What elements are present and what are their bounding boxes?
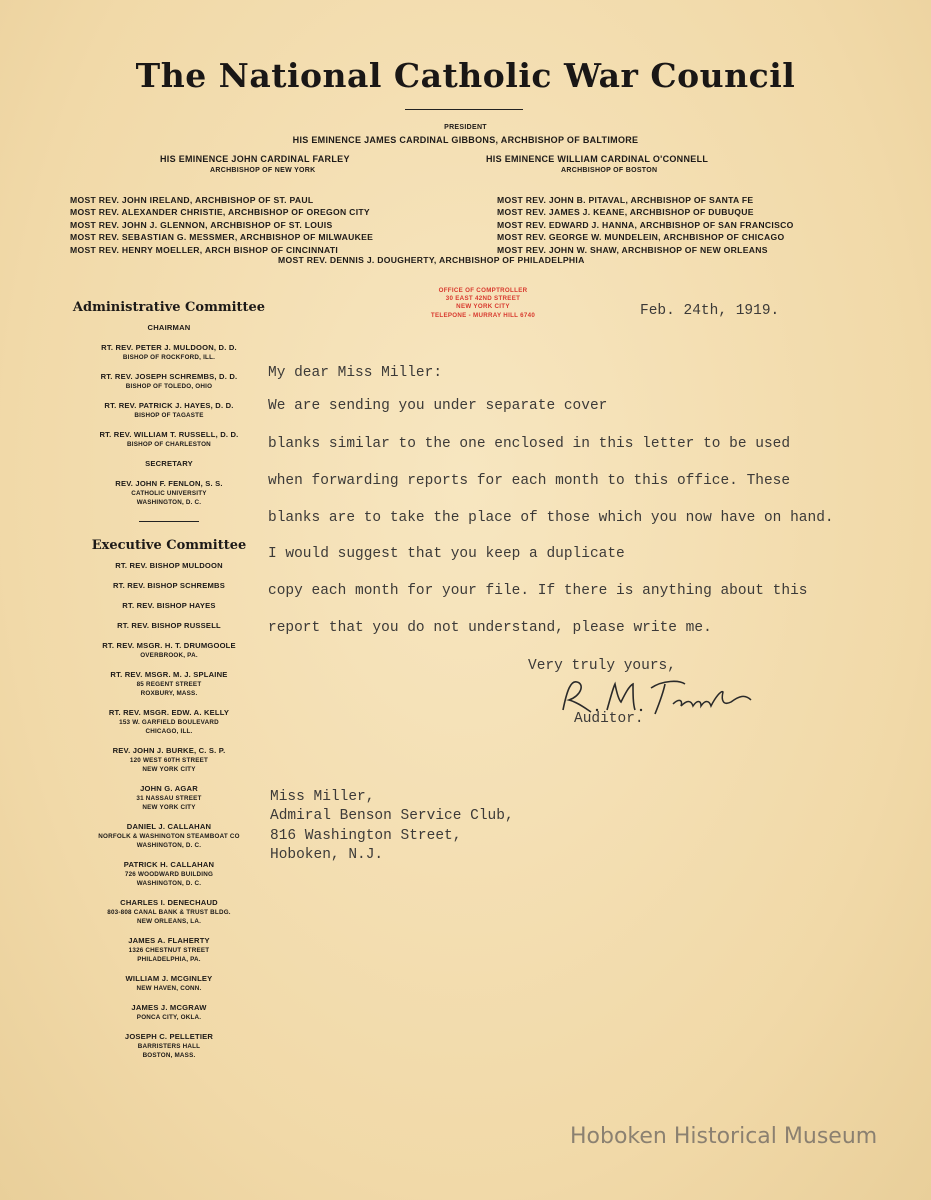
member-name: CHAIRMAN xyxy=(147,323,191,332)
member-detail: 1326 CHESTNUT STREET xyxy=(128,947,210,954)
administrative-committee-heading: Administrative Committee xyxy=(72,300,266,315)
address-line: Hoboken, N.J. xyxy=(270,846,384,863)
member-detail: 120 WEST 60TH STREET xyxy=(129,757,209,764)
member-name: REV. JOHN J. BURKE, C. S. P. xyxy=(112,746,226,755)
committee-member xyxy=(58,974,280,993)
committee-member xyxy=(58,561,280,571)
member-detail: OVERBROOK, PA. xyxy=(140,652,198,659)
member-detail: PHILADELPHIA, PA. xyxy=(137,956,201,963)
member-name: RT. REV. JOSEPH SCHREMBS, D. D. xyxy=(100,372,238,381)
member-detail: 803-808 CANAL BANK & TRUST BLDG. xyxy=(107,909,231,916)
member-name: RT. REV. WILLIAM T. RUSSELL, D. D. xyxy=(99,430,239,439)
committee-member xyxy=(58,323,280,333)
member-detail: BISHOP OF TAGASTE xyxy=(134,412,204,419)
administrative-committee-list xyxy=(58,323,280,507)
comptroller-line: NEW YORK CITY xyxy=(456,303,510,311)
member-detail: 85 REGENT STREET xyxy=(136,681,202,688)
member-detail: NEW HAVEN, CONN. xyxy=(136,985,202,992)
member-detail: BOSTON, MASS. xyxy=(142,1052,196,1059)
committee-member xyxy=(58,372,280,391)
member-name: RT. REV. PATRICK J. HAYES, D. D. xyxy=(104,401,234,410)
committee-member xyxy=(58,621,280,631)
committee-member xyxy=(58,479,280,507)
committee-member xyxy=(58,1003,280,1022)
archbishops-left-list xyxy=(70,194,373,256)
member-detail: NORFOLK & WASHINGTON STEAMBOAT CO xyxy=(98,833,240,840)
president-label: PRESIDENT xyxy=(444,124,487,131)
committee-member xyxy=(58,746,280,774)
comptroller-line: OFFICE OF COMPTROLLER xyxy=(438,287,528,294)
member-name: WILLIAM J. MCGINLEY xyxy=(125,974,213,983)
museum-watermark: Hoboken Historical Museum xyxy=(570,1124,878,1149)
member-name: JOSEPH C. PELLETIER xyxy=(124,1032,214,1041)
committee-member xyxy=(58,641,280,660)
closing: Very truly yours, xyxy=(528,658,676,674)
member-detail: ROXBURY, MASS. xyxy=(140,690,198,697)
archbishop-entry: MOST REV. JOHN J. GLENNON, ARCHBISHOP OF ST. LOUIS xyxy=(70,219,333,230)
member-detail: WASHINGTON, D. C. xyxy=(136,880,202,887)
archbishop-entry: MOST REV. EDWARD J. HANNA, ARCHBISHOP OF SAN FRANCISCO xyxy=(497,219,794,230)
archbishop-entry: MOST REV. HENRY MOELLER, ARCH BISHOP OF CINCINNATI xyxy=(70,244,339,255)
archbishop-philadelphia: MOST REV. DENNIS J. DOUGHERTY, ARCHBISHOP OF PHILADELPHIA xyxy=(278,255,585,265)
member-detail: CATHOLIC UNIVERSITY xyxy=(131,490,207,497)
member-name: RT. REV. BISHOP SCHREMBS xyxy=(113,581,225,590)
address-line: Admiral Benson Service Club, xyxy=(270,808,514,825)
member-detail: 153 W. GARFIELD BOULEVARD xyxy=(119,719,219,726)
archbishop-entry: MOST REV. GEORGE W. MUNDELEIN, ARCHBISHOP OF CHICAGO xyxy=(497,232,785,243)
member-name: JAMES A. FLAHERTY xyxy=(128,936,210,945)
body-line: I would suggest that you keep a duplicate xyxy=(268,546,625,562)
member-detail: BISHOP OF ROCKFORD, ILL. xyxy=(122,354,216,361)
member-name: REV. JOHN F. FENLON, S. S. xyxy=(115,479,223,488)
committee-member xyxy=(58,343,280,362)
member-detail: WASHINGTON, D. C. xyxy=(136,499,202,506)
member-detail: BISHOP OF CHARLESTON xyxy=(127,441,211,448)
member-detail: NEW YORK CITY xyxy=(142,804,196,811)
comptroller-line: TELEPONE - MURRAY HILL 6740 xyxy=(430,311,536,319)
letterhead-title: The National Catholic War Council xyxy=(135,56,796,95)
member-detail: WASHINGTON, D. C. xyxy=(136,842,202,849)
member-detail: BISHOP OF TOLEDO, OHIO xyxy=(125,383,213,390)
committee-member xyxy=(58,708,280,736)
committee-member xyxy=(58,860,280,888)
committee-member xyxy=(58,670,280,698)
committee-member xyxy=(58,1032,280,1060)
body-line: blanks similar to the one enclosed in this letter to be used xyxy=(268,436,791,452)
member-name: RT. REV. MSGR. EDW. A. KELLY xyxy=(108,708,230,717)
member-name: RT. REV. PETER J. MULDOON, D. D. xyxy=(101,343,237,352)
body-line: blanks are to take the place of those which you now have on hand. xyxy=(268,510,834,526)
title-divider xyxy=(405,109,523,110)
address-line: 816 Washington Street, xyxy=(270,827,462,844)
committee-member xyxy=(58,898,280,926)
committee-member xyxy=(58,401,280,420)
committee-member xyxy=(58,459,280,469)
member-detail: PONCA CITY, OKLA. xyxy=(136,1014,202,1021)
member-name: RT. REV. BISHOP RUSSELL xyxy=(117,621,221,630)
member-name: DANIEL J. CALLAHAN xyxy=(126,822,212,831)
member-detail: NEW ORLEANS, LA. xyxy=(136,918,202,925)
president-name: HIS EMINENCE JAMES CARDINAL GIBBONS, ARCHBISHOP OF BALTIMORE xyxy=(292,135,639,145)
cardinal-right-see: ARCHBISHOP OF BOSTON xyxy=(561,167,658,174)
committee-member xyxy=(58,601,280,611)
body-line: report that you do not understand, please write me. xyxy=(268,620,712,636)
member-detail: NEW YORK CITY xyxy=(142,766,196,773)
committee-member xyxy=(58,581,280,591)
archbishop-entry: MOST REV. JOHN IRELAND, ARCHBISHOP OF ST. PAUL xyxy=(70,195,314,205)
letter-date: Feb. 24th, 1919. xyxy=(640,303,780,319)
address-line: Miss Miller, xyxy=(270,789,375,805)
committee-member xyxy=(58,936,280,964)
archbishop-entry: MOST REV. JOHN W. SHAW, ARCHBISHOP OF NEW ORLEANS xyxy=(497,244,768,255)
comptroller-line: 30 EAST 42ND STREET xyxy=(445,295,521,303)
cardinal-right: HIS EMINENCE WILLIAM CARDINAL O'CONNELL xyxy=(486,154,709,164)
member-name: RT. REV. MSGR. H. T. DRUMGOOLE xyxy=(102,641,236,650)
archbishop-entry: MOST REV. JAMES J. KEANE, ARCHBISHOP OF DUBUQUE xyxy=(497,207,754,218)
committee-member xyxy=(58,784,280,812)
committee-member xyxy=(58,822,280,850)
archbishop-entry: MOST REV. JOHN B. PITAVAL, ARCHBISHOP OF SANTA FE xyxy=(497,195,754,205)
sidebar-divider xyxy=(139,521,199,522)
member-name: RT. REV. MSGR. M. J. SPLAINE xyxy=(110,670,228,679)
member-detail: 31 NASSAU STREET xyxy=(136,795,202,802)
member-name: CHARLES I. DENECHAUD xyxy=(120,898,218,907)
archbishop-entry: MOST REV. SEBASTIAN G. MESSMER, ARCHBISHOP OF MILWAUKEE xyxy=(70,232,374,243)
cardinal-left-see: ARCHBISHOP OF NEW YORK xyxy=(210,167,316,174)
member-detail: CHICAGO, ILL. xyxy=(145,728,193,735)
executive-committee-list xyxy=(58,561,280,1060)
body-line: We are sending you under separate cover xyxy=(268,398,608,414)
comptroller-address xyxy=(418,287,548,320)
executive-committee-heading: Executive Committee xyxy=(91,538,247,553)
body-line: copy each month for your file. If there is anything about this xyxy=(268,583,808,599)
signer-title: Auditor. xyxy=(574,711,644,727)
member-name: RT. REV. BISHOP HAYES xyxy=(122,601,216,610)
committee-member xyxy=(58,430,280,449)
body-line: when forwarding reports for each month to this office. These xyxy=(268,473,791,489)
member-name: JOHN G. AGAR xyxy=(140,784,198,793)
committee-sidebar xyxy=(58,300,280,1070)
recipient-address xyxy=(270,788,514,865)
member-name: JAMES J. MCGRAW xyxy=(131,1003,207,1012)
archbishop-entry: MOST REV. ALEXANDER CHRISTIE, ARCHBISHOP OF OREGON CITY xyxy=(70,207,370,218)
member-detail: 726 WOODWARD BUILDING xyxy=(124,871,214,878)
member-detail: BARRISTERS HALL xyxy=(137,1043,201,1050)
cardinal-left: HIS EMINENCE JOHN CARDINAL FARLEY xyxy=(160,154,350,164)
salutation: My dear Miss Miller: xyxy=(268,365,443,381)
archbishops-right-list xyxy=(497,194,794,256)
member-name: RT. REV. BISHOP MULDOON xyxy=(115,561,223,570)
member-name: SECRETARY xyxy=(145,459,193,468)
member-name: PATRICK H. CALLAHAN xyxy=(123,860,215,869)
